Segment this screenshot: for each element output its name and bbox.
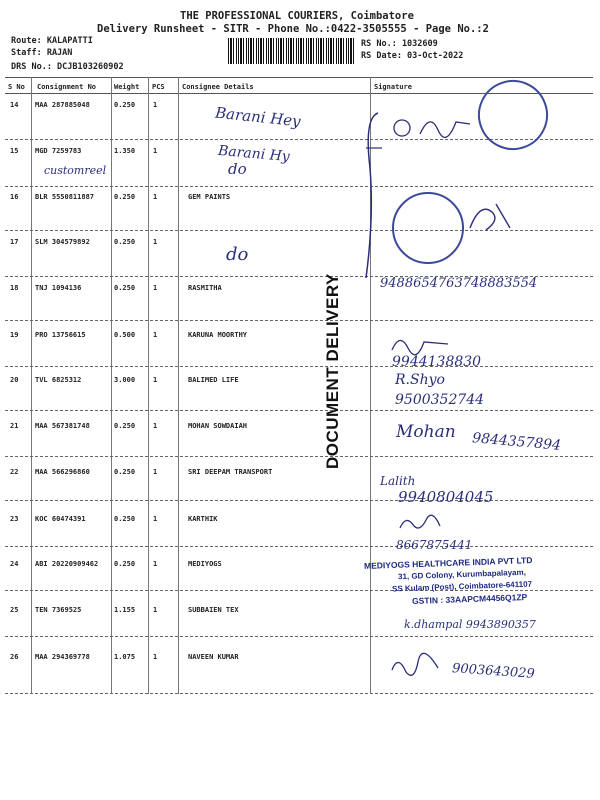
company-stamp-line: GSTIN : 33AAPCM4456Q1ZP	[411, 591, 528, 607]
row-consignment: TVL 6825312	[35, 376, 82, 384]
col-pcs: PCS	[152, 83, 165, 91]
row-pcs: 1	[153, 560, 158, 568]
row-weight: 3.000	[114, 376, 136, 384]
row-weight: 1.155	[114, 606, 136, 614]
row-divider	[5, 636, 593, 637]
row-weight: 0.250	[114, 468, 136, 476]
row-consignment: MGD 7259783	[35, 147, 82, 155]
company-title: THE PROFESSIONAL COURIERS, Coimbatore	[180, 10, 414, 22]
signature-name: R.Shyo	[395, 372, 445, 388]
row-sno: 18	[10, 284, 19, 292]
row-divider	[5, 500, 593, 501]
round-seal-stamp	[392, 192, 464, 264]
row-sno: 16	[10, 193, 19, 201]
row-consignee: GEM PAINTS	[188, 193, 231, 201]
row-consignment: SLM 304579892	[35, 238, 90, 246]
row-weight: 0.500	[114, 331, 136, 339]
row-divider	[5, 693, 593, 694]
round-seal-stamp	[468, 70, 558, 160]
signature-scribble	[388, 652, 448, 680]
signature-name-phone: k.dhampal 9943890357	[404, 618, 536, 631]
row-pcs: 1	[153, 376, 158, 384]
row-sno: 23	[10, 515, 19, 523]
row-consignee: BALIMED LIFE	[188, 376, 239, 384]
row-pcs: 1	[153, 101, 158, 109]
row-consignee: SRI DEEPAM TRANSPORT	[188, 468, 273, 476]
row-consignment: TNJ 1094136	[35, 284, 82, 292]
row-consignee: NAVEEN KUMAR	[188, 653, 239, 661]
handwritten-ditto: do	[228, 160, 247, 178]
signature-phone: 9944138830	[392, 354, 482, 370]
signature-phone: 9844357894	[471, 430, 562, 454]
row-sno: 14	[10, 101, 19, 109]
barcode	[228, 38, 356, 64]
row-weight: 0.250	[114, 560, 136, 568]
row-divider	[5, 320, 593, 321]
row-consignment: PRO 13756615	[35, 331, 86, 339]
signature-phone: 8667875441	[396, 538, 473, 552]
row-consignment: MAA 566296860	[35, 468, 90, 476]
runsheet-title: Delivery Runsheet - SITR - Phone No.:0422-3505555 - Page No.:2	[97, 23, 489, 35]
row-consignee: MOHAN SOWDAIAH	[188, 422, 248, 430]
bracket-mark	[358, 108, 388, 288]
signature-scribble	[390, 112, 480, 142]
row-pcs: 1	[153, 147, 158, 155]
handwritten-note: customreel	[44, 164, 107, 177]
row-sno: 24	[10, 560, 19, 568]
row-consignment: MAA 287885048	[35, 101, 90, 109]
row-weight: 0.250	[114, 238, 136, 246]
row-consignment: ABI 20220909462	[35, 560, 99, 568]
row-pcs: 1	[153, 193, 158, 201]
row-weight: 0.250	[114, 193, 136, 201]
row-pcs: 1	[153, 653, 158, 661]
row-consignee: KARUNA MOORTHY	[188, 331, 248, 339]
handwritten-ditto: do	[226, 244, 249, 265]
row-weight: 0.250	[114, 101, 136, 109]
signature-phone: 9488654763748883554	[380, 276, 538, 291]
row-consignee: SUBBAIEN TEX	[188, 606, 239, 614]
row-pcs: 1	[153, 468, 158, 476]
row-consignment: KOC 60474391	[35, 515, 86, 523]
handwritten-consignee: Barani Hey	[214, 103, 302, 131]
col-consignment: Consignment No	[37, 83, 97, 91]
row-consignment: MAA 567381748	[35, 422, 90, 430]
row-sno: 21	[10, 422, 19, 430]
route-label: Route: KALAPATTI	[11, 36, 93, 46]
document-delivery-stamp: DOCUMENT DELIVERY	[323, 273, 342, 469]
col-rule	[111, 77, 112, 694]
company-stamp-line: 31, GD Colony, Kurumbapalayam,	[397, 567, 527, 582]
col-rule	[31, 77, 32, 694]
row-consignee: MEDIYOGS	[188, 560, 222, 568]
drs-label: DRS No.: DCJB103260902	[11, 62, 124, 72]
row-consignee: RASMITHA	[188, 284, 222, 292]
rs-number: RS No.: 1032609	[361, 39, 438, 49]
row-weight: 1.075	[114, 653, 136, 661]
signature-name: Lalith	[380, 474, 416, 488]
row-sno: 15	[10, 147, 19, 155]
row-consignment: MAA 294369778	[35, 653, 90, 661]
signature-scribble	[466, 198, 516, 238]
row-pcs: 1	[153, 238, 158, 246]
row-weight: 1.350	[114, 147, 136, 155]
row-pcs: 1	[153, 284, 158, 292]
row-sno: 20	[10, 376, 19, 384]
row-sno: 17	[10, 238, 19, 246]
signature-phone: 9940804045	[398, 488, 494, 506]
col-signature: Signature	[374, 83, 412, 91]
signature-scribble	[388, 330, 468, 356]
row-weight: 0.250	[114, 284, 136, 292]
rs-date: RS Date: 03-Oct-2022	[361, 51, 464, 61]
row-consignment: TEN 7369525	[35, 606, 82, 614]
signature-phone: 9003643029	[451, 661, 536, 682]
row-divider	[5, 186, 593, 187]
staff-label: Staff: RAJAN	[11, 48, 73, 58]
col-sno: S No	[8, 83, 25, 91]
company-stamp-line: SS Kulam (Post), Coimbatore-641107	[391, 579, 533, 594]
row-sno: 25	[10, 606, 19, 614]
table-top-rule	[5, 77, 593, 78]
company-stamp-line: MEDIYOGS HEALTHCARE INDIA PVT LTD	[363, 555, 533, 571]
row-weight: 0.250	[114, 515, 136, 523]
row-pcs: 1	[153, 606, 158, 614]
col-weight: Weight	[114, 83, 140, 91]
row-divider	[5, 546, 593, 547]
col-consignee: Consignee Details	[182, 83, 254, 91]
row-sno: 26	[10, 653, 19, 661]
row-divider	[5, 366, 593, 367]
col-rule	[148, 77, 149, 694]
row-divider	[5, 410, 593, 411]
row-pcs: 1	[153, 422, 158, 430]
row-pcs: 1	[153, 515, 158, 523]
signature-name: Mohan	[396, 422, 456, 442]
row-sno: 19	[10, 331, 19, 339]
signature-scribble	[396, 512, 446, 536]
row-consignment: BLR 5550811887	[35, 193, 95, 201]
row-weight: 0.250	[114, 422, 136, 430]
row-pcs: 1	[153, 331, 158, 339]
row-divider	[5, 590, 593, 591]
handwritten-consignee: Barani Hy	[217, 142, 291, 166]
signature-phone: 9500352744	[395, 392, 485, 408]
row-divider	[5, 456, 593, 457]
row-sno: 22	[10, 468, 19, 476]
col-rule	[178, 77, 179, 694]
row-consignee: KARTHIK	[188, 515, 218, 523]
